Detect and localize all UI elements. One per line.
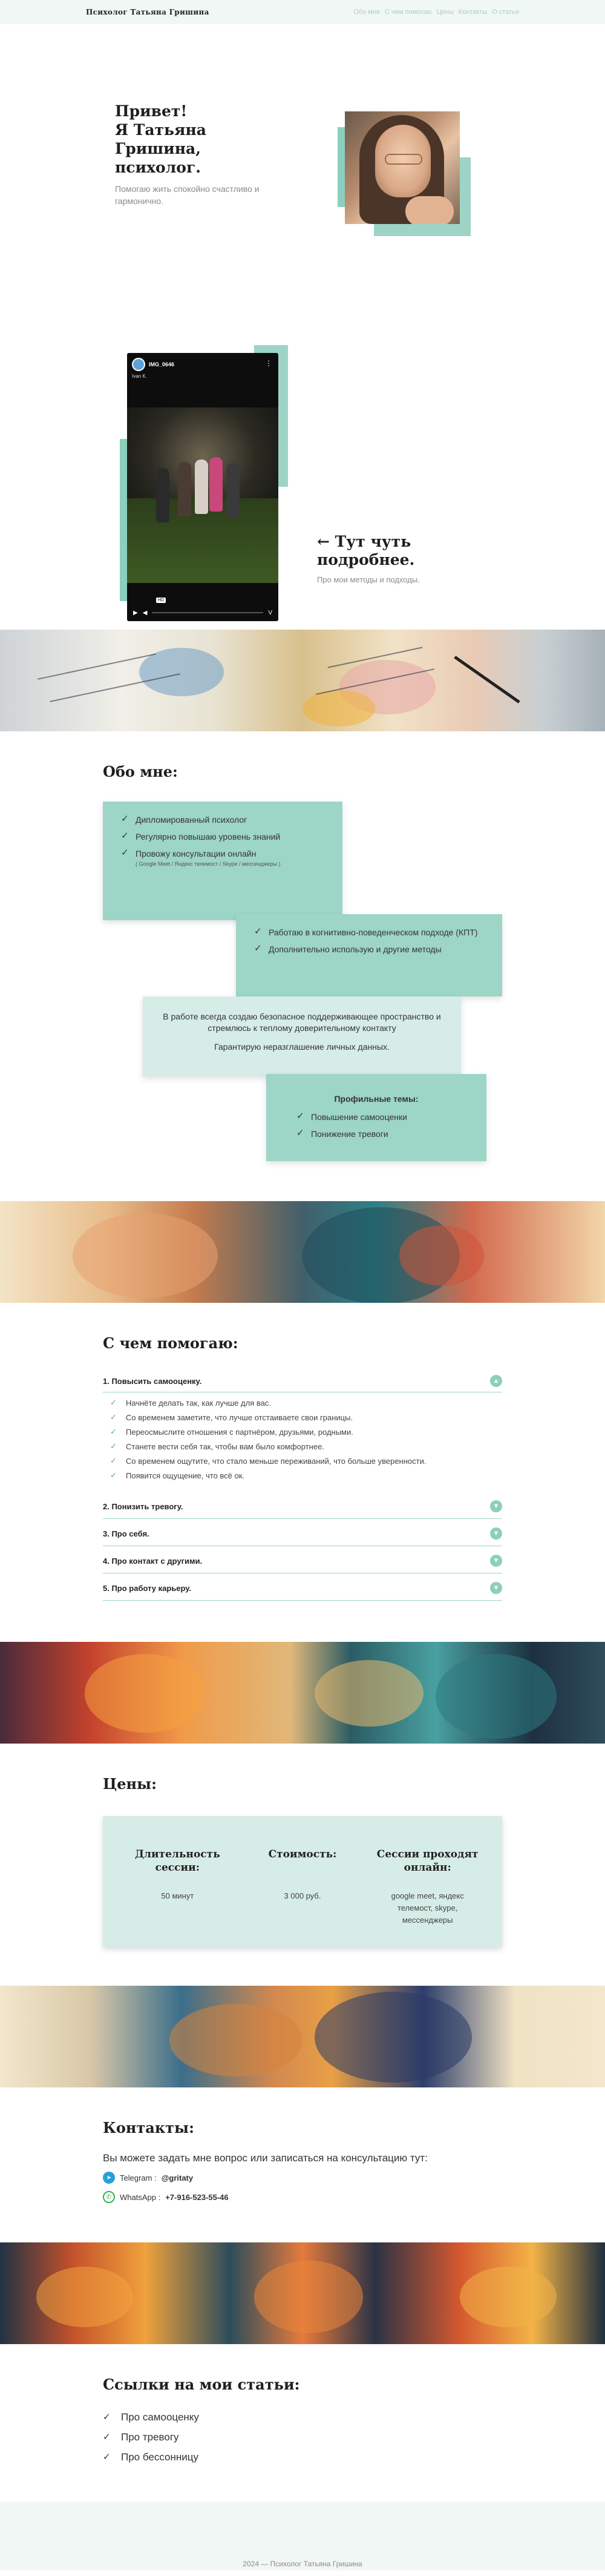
telegram-icon: ➤ [103,2172,115,2184]
main-nav [353,8,519,16]
whatsapp-contact[interactable] [103,2191,605,2203]
prices-section [0,1744,605,1986]
price-column-value: google meet, яндекс телемост, skype, мессенджеры [391,1891,464,1925]
list-item [110,1428,502,1437]
hero-title-line: Я Татьяна Гришина, [115,121,206,157]
nav-link-about[interactable]: Обо мне [353,8,381,16]
check-icon: ✓ [110,1412,117,1421]
price-column-cost [240,1848,365,1947]
price-column-duration [115,1848,240,1947]
about-item [121,849,324,867]
video-channel[interactable]: IMG_0646 [149,361,175,367]
list-item-text: Со временем ощутите, что стало меньше переживаний, что больше уверенности. [126,1457,427,1466]
prices-title: Цены: [103,1775,157,1793]
contacts-section [0,2087,605,2242]
hd-badge: HD [156,598,166,603]
check-icon: ✓ [121,831,129,841]
telegram-handle[interactable]: @gritaty [161,2173,194,2182]
telegram-label: Telegram : [120,2173,157,2182]
footer-copyright: 2024 — Психолог Татьяна Гришина [243,2560,362,2568]
check-icon: ✓ [110,1441,117,1451]
topics-title: Профильные темы: [334,1094,419,1104]
more-options-icon[interactable]: ⋮ [265,359,272,367]
brain-art-banner-image [0,1642,605,1744]
check-icon: ✓ [121,814,129,824]
about-item [254,944,484,954]
about-item [296,1129,468,1139]
about-item [254,927,484,937]
video-subtitle: Про мои методы и подходы. [317,575,420,584]
paint-blot [302,690,375,726]
list-item [110,1457,502,1466]
check-icon: ✓ [121,848,129,858]
nav-link-contacts[interactable]: Контакты [458,8,488,16]
video-controls [127,604,278,621]
pen [454,656,520,703]
video-player[interactable] [127,353,278,621]
articles-section [0,2344,605,2502]
hero-title [115,102,296,177]
about-card-approach [143,996,461,1076]
paint-blot [315,1992,472,2083]
accordion-item[interactable] [103,1492,502,1519]
video-author: Ivan K. [132,374,147,379]
whatsapp-number[interactable]: +7-916-523-55-46 [165,2192,229,2202]
privacy-note: Гарантирую неразглашение личных данных. [214,1042,390,1052]
head-profile-banner-image [0,1986,605,2087]
portrait-photo [345,111,460,224]
about-card-qualifications [103,802,342,920]
check-icon: ✓ [103,2432,111,2442]
video-heading-line: ← Тут чуть [317,533,411,550]
footer [0,2502,605,2571]
chevron-down-icon[interactable]: ▼ [490,1555,502,1567]
prices-card [103,1816,502,1947]
help-section [0,1303,605,1642]
video-figure [209,457,223,512]
telegram-contact[interactable] [103,2172,605,2184]
whatsapp-label: WhatsApp : [120,2192,161,2202]
accordion-header-text: 4. Про контакт с другими. [103,1556,203,1566]
check-icon: ✓ [110,1471,117,1480]
list-item [110,1442,502,1451]
accordion-header-text: 5. Про работу карьеру. [103,1583,192,1593]
vimeo-logo-icon[interactable]: V [268,609,272,616]
hero-section [0,24,605,266]
about-item [121,832,324,842]
portrait-glasses [385,154,422,165]
list-item [110,1413,502,1422]
nav-link-help[interactable]: С чем помогаю [385,8,432,16]
about-item [296,1112,468,1122]
check-icon: ✓ [103,2452,111,2462]
list-item-text: Появится ощущение, что всё ок. [126,1471,245,1480]
accordion-item[interactable] [103,1519,502,1546]
hero-title-line: психолог. [115,159,201,176]
paint-blot [254,2261,363,2333]
check-icon: ✓ [254,926,262,937]
portrait-hand [405,196,454,224]
about-item-note: ( Google Meet / Яндекс телемост / Skype / мессенджеры ) [136,861,281,867]
about-item-text: Понижение тревоги [311,1129,388,1139]
video-progress-bar[interactable] [152,612,263,613]
price-column-heading: Длительность сессии: [134,1848,220,1874]
check-icon: ✓ [110,1456,117,1465]
price-column-heading: Сессии проходят онлайн: [376,1848,479,1874]
video-header [132,358,174,371]
article-link-item [103,2431,605,2443]
video-figure [156,468,169,522]
accordion-header-text: 1. Повысить самооценку. [103,1376,202,1386]
article-link-item [103,2451,605,2463]
nav-link-prices[interactable]: Цены [436,8,454,16]
help-title: С чем помогаю: [103,1334,238,1352]
video-section [0,266,605,630]
accordion-header-text: 2. Понизить тревогу. [103,1501,183,1511]
article-link-item [103,2411,605,2423]
play-icon[interactable]: ▶ [133,609,138,616]
check-icon: ✓ [110,1398,117,1407]
paint-blot [436,1654,557,1739]
chevron-down-icon[interactable]: ▼ [490,1500,502,1512]
list-item [110,1398,502,1408]
approach-text: В работе всегда создаю безопасное поддерживающее пространство и стремлюсь к теплому доверительному контакту [163,1012,441,1033]
about-section [0,731,605,1201]
chevron-up-icon[interactable]: ▲ [490,1375,502,1387]
top-bar [0,0,605,24]
price-column-value: 3 000 руб. [284,1891,321,1900]
nav-link-articles[interactable]: О статьи [492,8,519,16]
about-item [121,815,324,825]
accordion-item[interactable] [103,1573,502,1601]
list-item-text: Станете вести себя так, чтобы вам было комфортнее. [126,1442,324,1451]
paint-blot [315,1660,424,1727]
site-brand[interactable]: Психолог Татьяна Гришина [86,8,209,16]
accordion-header[interactable] [103,1372,502,1392]
check-icon: ✓ [254,943,262,954]
hero-subtitle: Помогаю жить спокойно счастливо и гармонично. [115,184,260,206]
video-figure [195,460,208,514]
chevron-down-icon[interactable]: ▼ [490,1582,502,1594]
about-card-methods [236,914,502,996]
article-link[interactable]: Про тревогу [121,2431,179,2443]
paint-blot [73,1213,218,1298]
article-link[interactable]: Про бессонницу [121,2451,199,2463]
tree-brain-banner-image [0,1201,605,1303]
video-heading [317,533,420,569]
paint-blot [460,2267,557,2327]
paint-blot [85,1654,206,1733]
paint-blot [169,2004,302,2077]
about-item-text: Регулярно повышаю уровень знаний [136,832,281,842]
check-icon: ✓ [103,2412,111,2422]
list-item-text: Со временем заметите, что лучше отстаиваете свои границы. [126,1413,353,1422]
contacts-title: Контакты: [103,2119,194,2136]
check-icon: ✓ [296,1111,304,1121]
paint-blot [36,2267,133,2327]
articles-title: Ссылки на мои статьи: [103,2376,300,2393]
articles-list [103,2411,605,2463]
about-item-text: Провожу консультации онлайн [136,849,257,858]
notebook-banner-image [0,630,605,731]
about-item-text: Дипломированный психолог [136,815,247,825]
about-item-text: Повышение самооценки [311,1112,407,1122]
accordion-body [103,1392,502,1492]
channel-avatar[interactable] [132,358,145,371]
volume-icon[interactable]: ◀ [142,609,148,616]
about-title: Обо мне: [103,763,178,780]
contacts-lead: Вы можете задать мне вопрос или записаться на консультацию тут: [103,2152,428,2164]
list-item-text: Переосмыслите отношения с партнёром, друзьями, родными. [126,1428,353,1437]
accordion-header-text: 3. Про себя. [103,1529,149,1538]
hero-text [115,102,296,207]
list-item [110,1471,502,1480]
video-description [317,533,420,584]
check-icon: ✓ [296,1128,304,1138]
paint-blot [399,1225,484,1286]
video-heading-line: подробнее. [317,551,415,568]
video-figure [226,463,240,518]
accordion-item-open [103,1372,502,1492]
about-card-topics [266,1074,486,1161]
video-figure [178,462,191,516]
hero-title-line: Привет! [115,102,188,120]
handwriting-line [38,653,156,680]
accordion-item[interactable] [103,1546,502,1573]
list-item-text: Начнёте делать так, как лучше для вас. [126,1398,271,1408]
check-icon: ✓ [110,1427,117,1436]
about-item-text: Дополнительно использую и другие методы [269,944,442,954]
price-column-heading: Стоимость: [268,1848,337,1860]
price-column-online [365,1848,490,1947]
article-link[interactable]: Про самооценку [121,2411,199,2423]
chevron-down-icon[interactable]: ▼ [490,1527,502,1540]
about-item-text: Работаю в когнитивно-поведенческом подходе (КПТ) [269,927,478,937]
price-column-value: 50 минут [161,1891,194,1900]
neurons-banner-image [0,2242,605,2344]
whatsapp-icon: ✆ [103,2191,115,2203]
